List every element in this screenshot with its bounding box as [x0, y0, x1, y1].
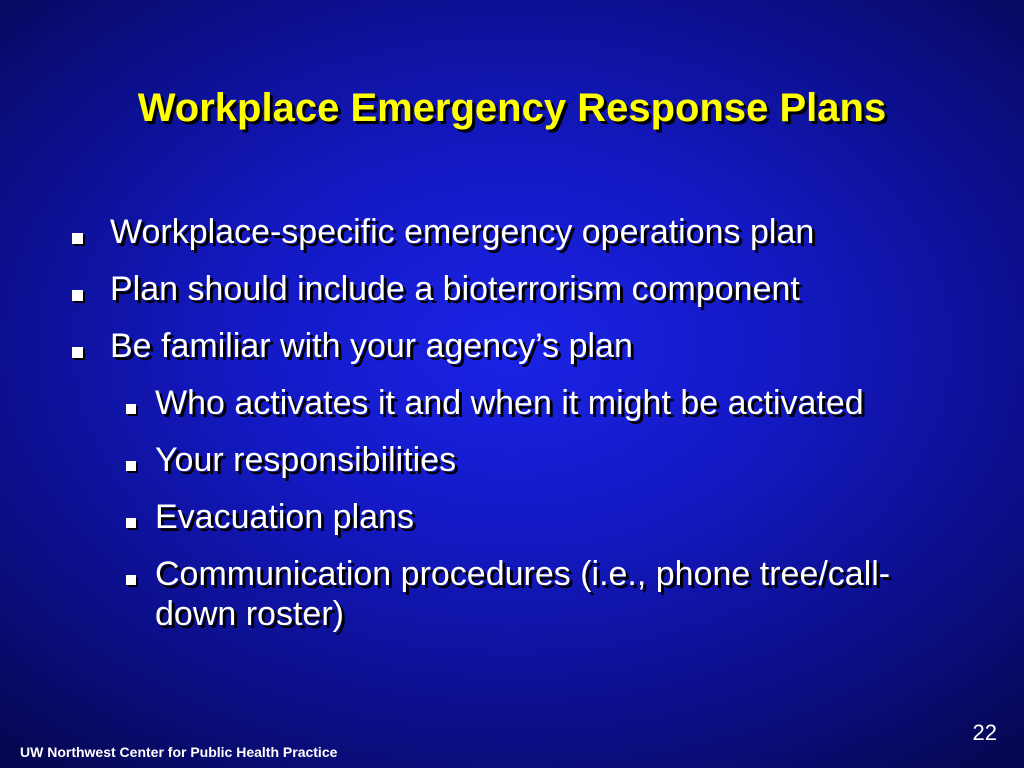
bullet-item: [70, 326, 970, 366]
sub-bullet-text: Communication procedures (i.e., phone tree/call-down roster): [155, 555, 891, 633]
page-number: 22: [972, 720, 997, 745]
slide-title: Workplace Emergency Response Plans: [137, 86, 887, 130]
bullet-item: [70, 269, 970, 309]
bullet-item: [70, 212, 970, 252]
bullet-list: [70, 212, 970, 651]
sub-bullet-text: Who activates it and when it might be activated: [155, 384, 864, 422]
sub-bullet-item: [70, 440, 915, 480]
square-bullet-icon: [126, 404, 136, 414]
bullet-text: Plan should include a bioterrorism component: [110, 270, 800, 308]
footer-text: UW Northwest Center for Public Health Practice: [20, 744, 338, 760]
square-bullet-icon: [72, 290, 83, 301]
square-bullet-icon: [126, 461, 136, 471]
square-bullet-icon: [72, 347, 83, 358]
sub-bullet-text: Evacuation plans: [155, 498, 414, 536]
square-bullet-icon: [126, 518, 136, 528]
square-bullet-icon: [72, 233, 83, 244]
square-bullet-icon: [126, 575, 136, 585]
sub-bullet-item: [70, 497, 915, 537]
bullet-text: Be familiar with your agency’s plan: [110, 327, 633, 365]
bullet-text: Workplace-specific emergency operations plan: [110, 213, 815, 251]
sub-bullet-item: [70, 383, 915, 423]
sub-bullet-text: Your responsibilities: [155, 441, 457, 479]
sub-bullet-item: [70, 554, 915, 634]
